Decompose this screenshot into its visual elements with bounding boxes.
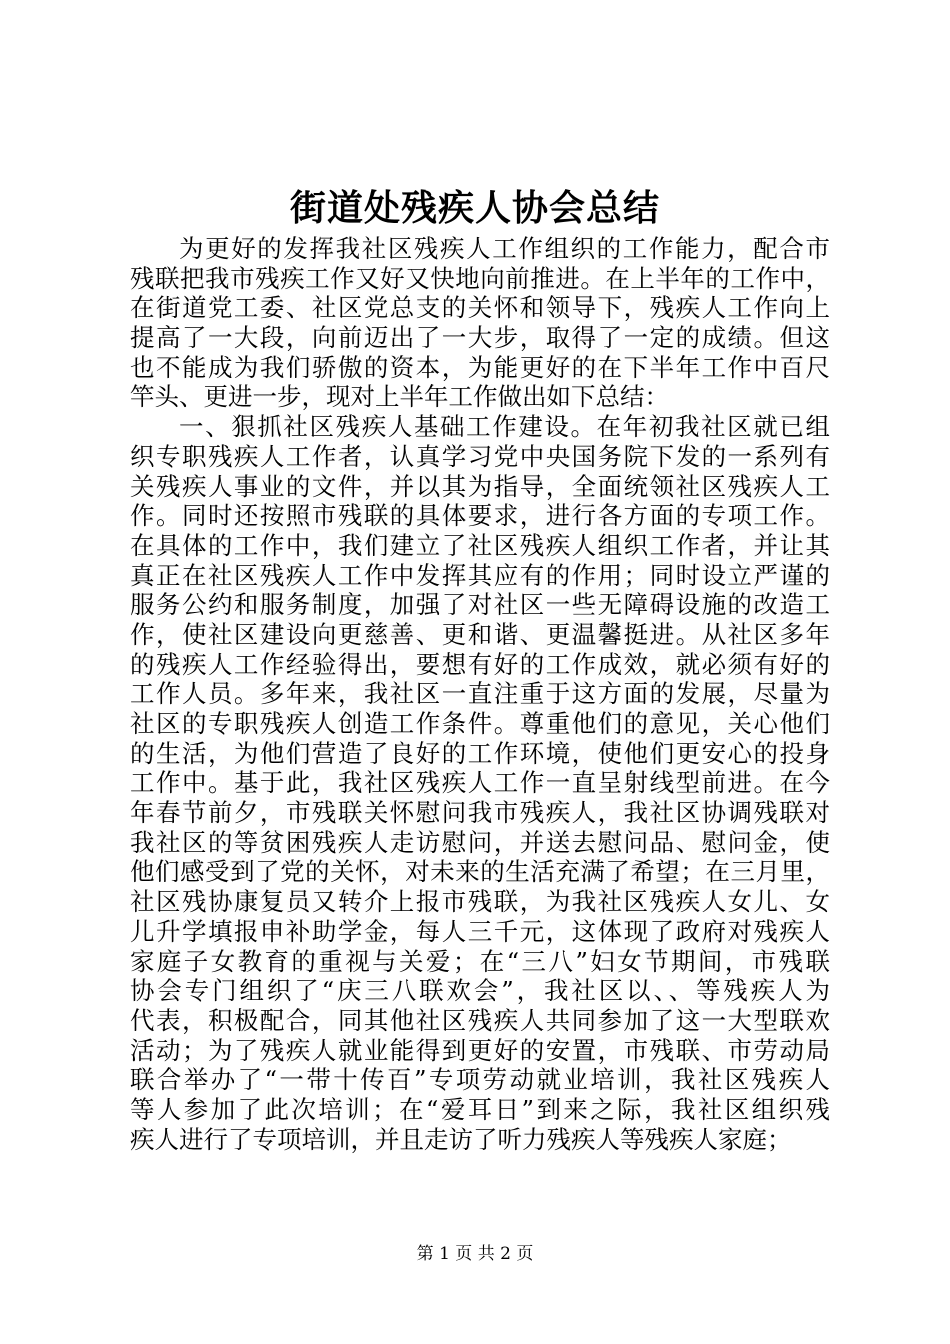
paragraph-line: 竿头、更进一步，现对上半年工作做出如下总结： xyxy=(130,382,669,412)
paragraph-line: 织专职残疾人工作者，认真学习党中央国务院下发的一系列有 xyxy=(130,441,830,471)
paragraph-line: 他们感受到了党的关怀，对未来的生活充满了希望；在三月里， xyxy=(130,857,830,887)
paragraph-line: 在具体的工作中，我们建立了社区残疾人组织工作者，并让其 xyxy=(130,530,830,560)
paragraph-line: 为更好的发挥我社区残疾人工作组织的工作能力，配合市 xyxy=(179,234,830,263)
paragraph-line: 工作中。基于此，我社区残疾人工作一直呈射线型前进。在今 xyxy=(130,768,830,798)
paragraph-line: 在街道党工委、社区党总支的关怀和领导下，残疾人工作向上 xyxy=(130,293,830,323)
paragraph-line: 残联把我市残疾工作又好又快地向前推进。在上半年的工作中， xyxy=(130,263,830,293)
paragraph-line: 提高了一大段，向前迈出了一大步，取得了一定的成绩。但这 xyxy=(130,323,830,353)
paragraph-line: 年春节前夕，市残联关怀慰问我市残疾人，我社区协调残联对 xyxy=(130,798,830,828)
paragraph-line: 活动；为了残疾人就业能得到更好的安置，市残联、市劳动局 xyxy=(130,1035,830,1065)
document-body xyxy=(130,234,830,1154)
paragraph-line: 协会专门组织了“庆三八联欢会”，我社区以、、等残疾人为 xyxy=(130,976,830,1006)
paragraph-line: 也不能成为我们骄傲的资本，为能更好的在下半年工作中百尺 xyxy=(130,352,830,382)
paragraph-line: 一、狠抓社区残疾人基础工作建设。在年初我社区就已组 xyxy=(179,412,830,442)
paragraph-line: 社区的专职残疾人创造工作条件。尊重他们的意见，关心他们 xyxy=(130,709,830,738)
paragraph-line: 家庭子女教育的重视与关爱；在“三八”妇女节期间，市残联 xyxy=(130,946,830,976)
page-number-footer: 第 1 页 共 2 页 xyxy=(416,1244,534,1264)
paragraph-line: 联合举办了“一带十传百”专项劳动就业培训，我社区残疾人 xyxy=(130,1065,830,1095)
paragraph-line: 疾人进行了专项培训，并且走访了听力残疾人等残疾人家庭； xyxy=(130,1124,792,1154)
paragraph-line: 社区残协康复员又转介上报市残联，为我社区残疾人女儿、女 xyxy=(130,887,830,917)
paragraph-line: 我社区的等贫困残疾人走访慰问，并送去慰问品、慰问金，使 xyxy=(130,827,830,857)
paragraph-line: 代表，积极配合，同其他社区残疾人共同参加了这一大型联欢 xyxy=(130,1005,830,1035)
document-title: 街道处残疾人协会总结 xyxy=(289,187,660,229)
paragraph-line: 服务公约和服务制度，加强了对社区一些无障碍设施的改造工 xyxy=(130,590,830,620)
paragraph-line: 作。同时还按照市残联的具体要求，进行各方面的专项工作。 xyxy=(130,501,830,531)
paragraph-line: 关残疾人事业的文件，并以其为指导，全面统领社区残疾人工 xyxy=(130,471,830,501)
paragraph-line: 的生活，为他们营造了良好的工作环境，使他们更安心的投身 xyxy=(130,738,830,768)
paragraph-line: 儿升学填报申补助学金，每人三千元，这体现了政府对残疾人 xyxy=(130,916,830,946)
paragraph-line: 作，使社区建设向更慈善、更和谐、更温馨挺进。从社区多年 xyxy=(130,619,830,649)
paragraph-line: 工作人员。多年来，我社区一直注重于这方面的发展，尽量为 xyxy=(130,679,830,709)
paragraph-line: 等人参加了此次培训；在“爱耳日”到来之际，我社区组织残 xyxy=(130,1094,830,1124)
paragraph-line: 真正在社区残疾人工作中发挥其应有的作用；同时设立严谨的 xyxy=(130,560,830,590)
paragraph-line: 的残疾人工作经验得出，要想有好的工作成效，就必须有好的 xyxy=(130,649,830,679)
